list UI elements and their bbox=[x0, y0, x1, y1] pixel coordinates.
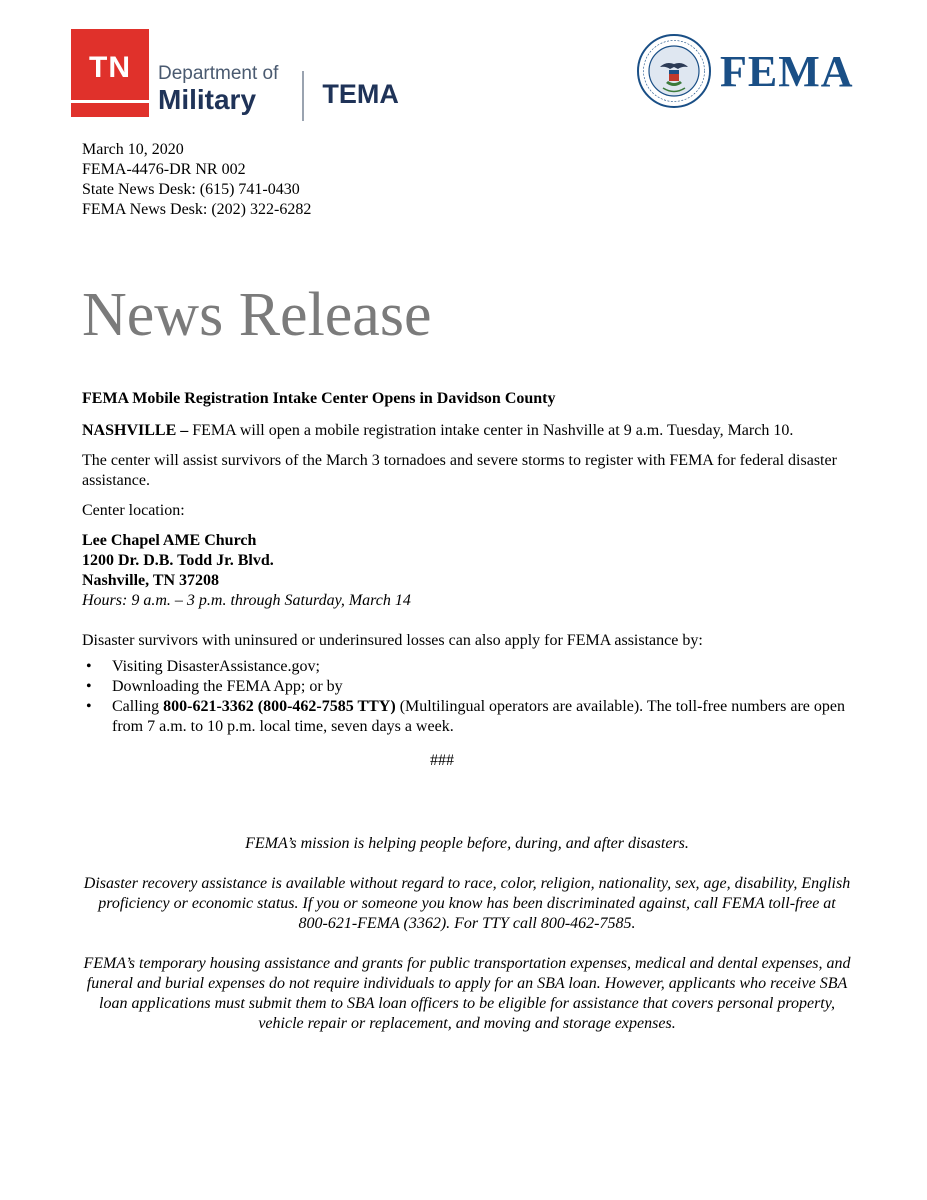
tn-badge bbox=[71, 29, 149, 117]
department-line-2: Military bbox=[158, 84, 257, 115]
boilerplate-footer bbox=[82, 834, 852, 1034]
tn-military-tema-logo bbox=[71, 29, 399, 121]
lead-text: FEMA will open a mobile registration intake center in Nashville at 9 a.m. Tuesday, March 10. bbox=[188, 422, 794, 439]
bullet-text-post: (Multilingual operators are available). The toll-free numbers are open from 7 a.m. to 10 p.m. local time, seven days a week. bbox=[112, 698, 845, 735]
sba-statement: FEMA’s temporary housing assistance and grants for public transportation expenses, medical and dental expenses, and funeral and burial expenses do not require individuals to apply for an SBA loan. However, applicants who receive SBA loan applications must submit them to SBA loan officers to be eligible for assistance that covers personal property, vehicle repair or replacement, and moving and storage expenses. bbox=[83, 955, 851, 1032]
venue-city: Nashville, TN 37208 bbox=[82, 572, 220, 589]
mission-statement: FEMA’s mission is helping people before, during, and after disasters. bbox=[245, 835, 689, 852]
fema-wordmark: FEMA bbox=[720, 46, 854, 96]
tn-badge-stripe bbox=[71, 100, 149, 103]
release-id: FEMA-4476-DR NR 002 bbox=[82, 161, 246, 178]
fema-logo bbox=[636, 33, 854, 109]
bullet-icon: • bbox=[86, 678, 92, 695]
apply-intro: Disaster survivors with uninsured or underinsured losses can also apply for FEMA assistance by: bbox=[82, 632, 703, 649]
document-title: News Release bbox=[82, 281, 432, 349]
release-meta bbox=[82, 140, 311, 220]
bullet-icon: • bbox=[86, 698, 92, 715]
venue-street: 1200 Dr. D.B. Todd Jr. Blvd. bbox=[82, 552, 274, 569]
end-mark: ### bbox=[430, 752, 454, 769]
headline: FEMA Mobile Registration Intake Center Opens in Davidson County bbox=[82, 390, 556, 407]
dateline: NASHVILLE – bbox=[82, 422, 189, 439]
dhs-seal-icon bbox=[636, 33, 712, 109]
department-name bbox=[158, 63, 278, 115]
state-news-desk: State News Desk: (615) 741-0430 bbox=[82, 181, 300, 198]
tn-badge-text: TN bbox=[89, 51, 131, 84]
release-date: March 10, 2020 bbox=[82, 141, 184, 158]
phone-numbers: 800-621-3362 (800-462-7585 TTY) bbox=[163, 698, 396, 715]
bullet-text: Downloading the FEMA App; or by bbox=[112, 678, 343, 695]
list-item bbox=[82, 657, 852, 677]
bullet-text-pre: Calling bbox=[112, 698, 164, 715]
release-body bbox=[82, 389, 852, 771]
logo-divider bbox=[302, 71, 304, 121]
address-block bbox=[82, 531, 852, 611]
fema-news-desk: FEMA News Desk: (202) 322-6282 bbox=[82, 201, 312, 218]
center-paragraph: The center will assist survivors of the March 3 tornadoes and severe storms to register with FEMA for federal disaster assistance. bbox=[82, 452, 837, 489]
venue-name: Lee Chapel AME Church bbox=[82, 532, 257, 549]
apply-methods-list bbox=[82, 657, 852, 737]
list-item bbox=[82, 677, 852, 697]
department-line-1: Department of bbox=[158, 63, 279, 84]
list-item bbox=[82, 697, 852, 737]
venue-hours: Hours: 9 a.m. – 3 p.m. through Saturday, March 14 bbox=[82, 592, 411, 609]
lead-paragraph bbox=[82, 421, 852, 441]
location-label: Center location: bbox=[82, 502, 185, 519]
nondiscrimination-statement: Disaster recovery assistance is available without regard to race, color, religion, nationality, sex, age, disability, English proficiency or economic status. If you or someone you know has been discriminated against, call FEMA toll-free at 800-621-FEMA (3362). For TTY call 800-462-7585. bbox=[83, 875, 851, 932]
bullet-text: Visiting DisasterAssistance.gov; bbox=[112, 658, 320, 675]
tema-wordmark: TEMA bbox=[322, 79, 399, 109]
bullet-icon: • bbox=[86, 658, 92, 675]
